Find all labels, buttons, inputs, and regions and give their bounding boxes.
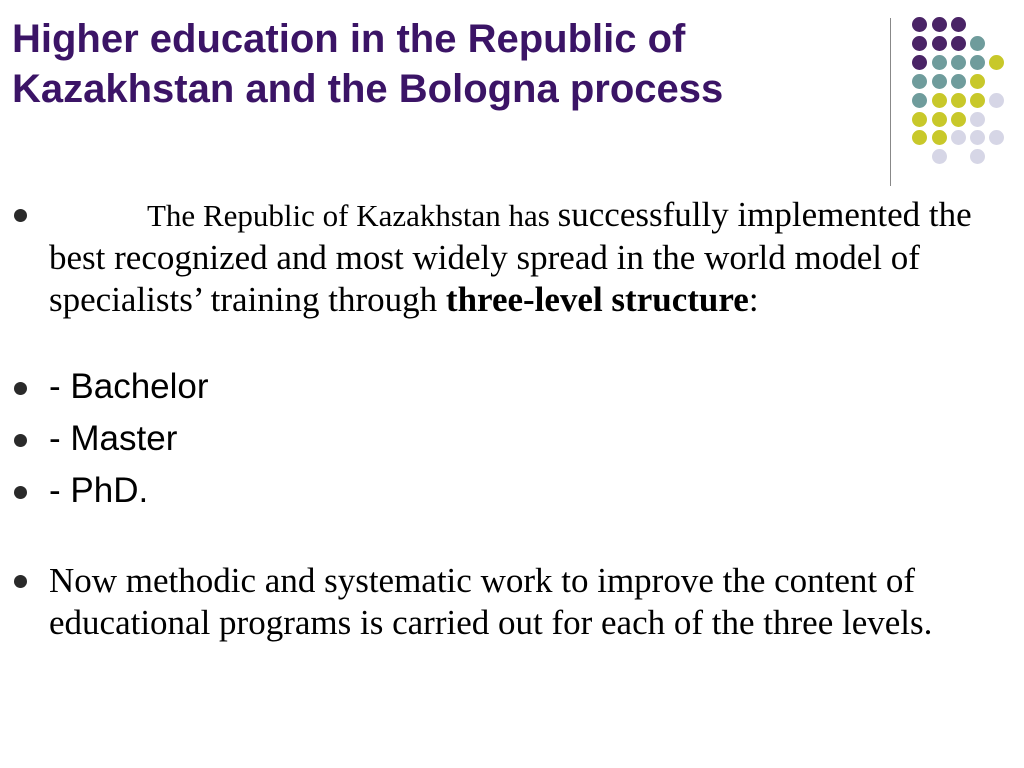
decorative-dot	[932, 130, 947, 145]
bullet-intro-text	[49, 194, 994, 321]
decorative-dot	[951, 36, 966, 51]
decorative-dot	[932, 17, 947, 32]
decorative-dot	[932, 55, 947, 70]
decorative-dot	[989, 130, 1004, 145]
decorative-dot	[970, 55, 985, 70]
bullet-master-text: - Master	[49, 419, 178, 458]
decorative-dot	[989, 55, 1004, 70]
decorative-dot	[912, 112, 927, 127]
bullet-dot	[14, 486, 27, 499]
decorative-dot	[912, 36, 927, 51]
decorative-dot	[912, 130, 927, 145]
bullet-phd-text: - PhD.	[49, 471, 149, 510]
decorative-dot	[932, 112, 947, 127]
title-line-2: Kazakhstan and the Bologna process	[12, 67, 724, 111]
intro-bold: three-level structure	[445, 280, 749, 319]
decorative-dot-grid	[0, 0, 1024, 200]
decorative-dot	[970, 36, 985, 51]
bullet-bachelor-text: - Bachelor	[49, 367, 209, 406]
decorative-dot	[951, 55, 966, 70]
decorative-dot	[951, 112, 966, 127]
decorative-dot	[912, 74, 927, 89]
decorative-dot	[932, 93, 947, 108]
decorative-dot	[932, 149, 947, 164]
decorative-dot	[951, 74, 966, 89]
decorative-dot	[970, 149, 985, 164]
intro-rest: successfully implemented the best recognized and most widely spread in the world model of specialists’ training through	[49, 195, 972, 319]
title-line-1: Higher education in the Republic of	[12, 17, 686, 61]
bullet-now-text: Now methodic and systematic work to improve the content of educational programs is carried out for each of the three levels.	[49, 561, 933, 642]
decorative-dot	[912, 55, 927, 70]
bullet-dot	[14, 382, 27, 395]
decorative-dot	[970, 112, 985, 127]
bullet-dot	[14, 575, 27, 588]
decorative-dot	[951, 93, 966, 108]
decorative-dot	[912, 17, 927, 32]
bullet-dot	[14, 434, 27, 447]
decorative-dot	[970, 74, 985, 89]
decorative-dot	[951, 17, 966, 32]
decorative-dot	[951, 130, 966, 145]
decorative-dot	[932, 36, 947, 51]
decorative-dot	[932, 74, 947, 89]
decorative-dot	[989, 93, 1004, 108]
intro-start: The Republic of Kazakhstan has	[147, 198, 558, 233]
decorative-dot	[912, 93, 927, 108]
decorative-dot	[970, 130, 985, 145]
intro-end: :	[748, 280, 759, 319]
decorative-dot	[970, 93, 985, 108]
bullet-dot	[14, 209, 27, 222]
